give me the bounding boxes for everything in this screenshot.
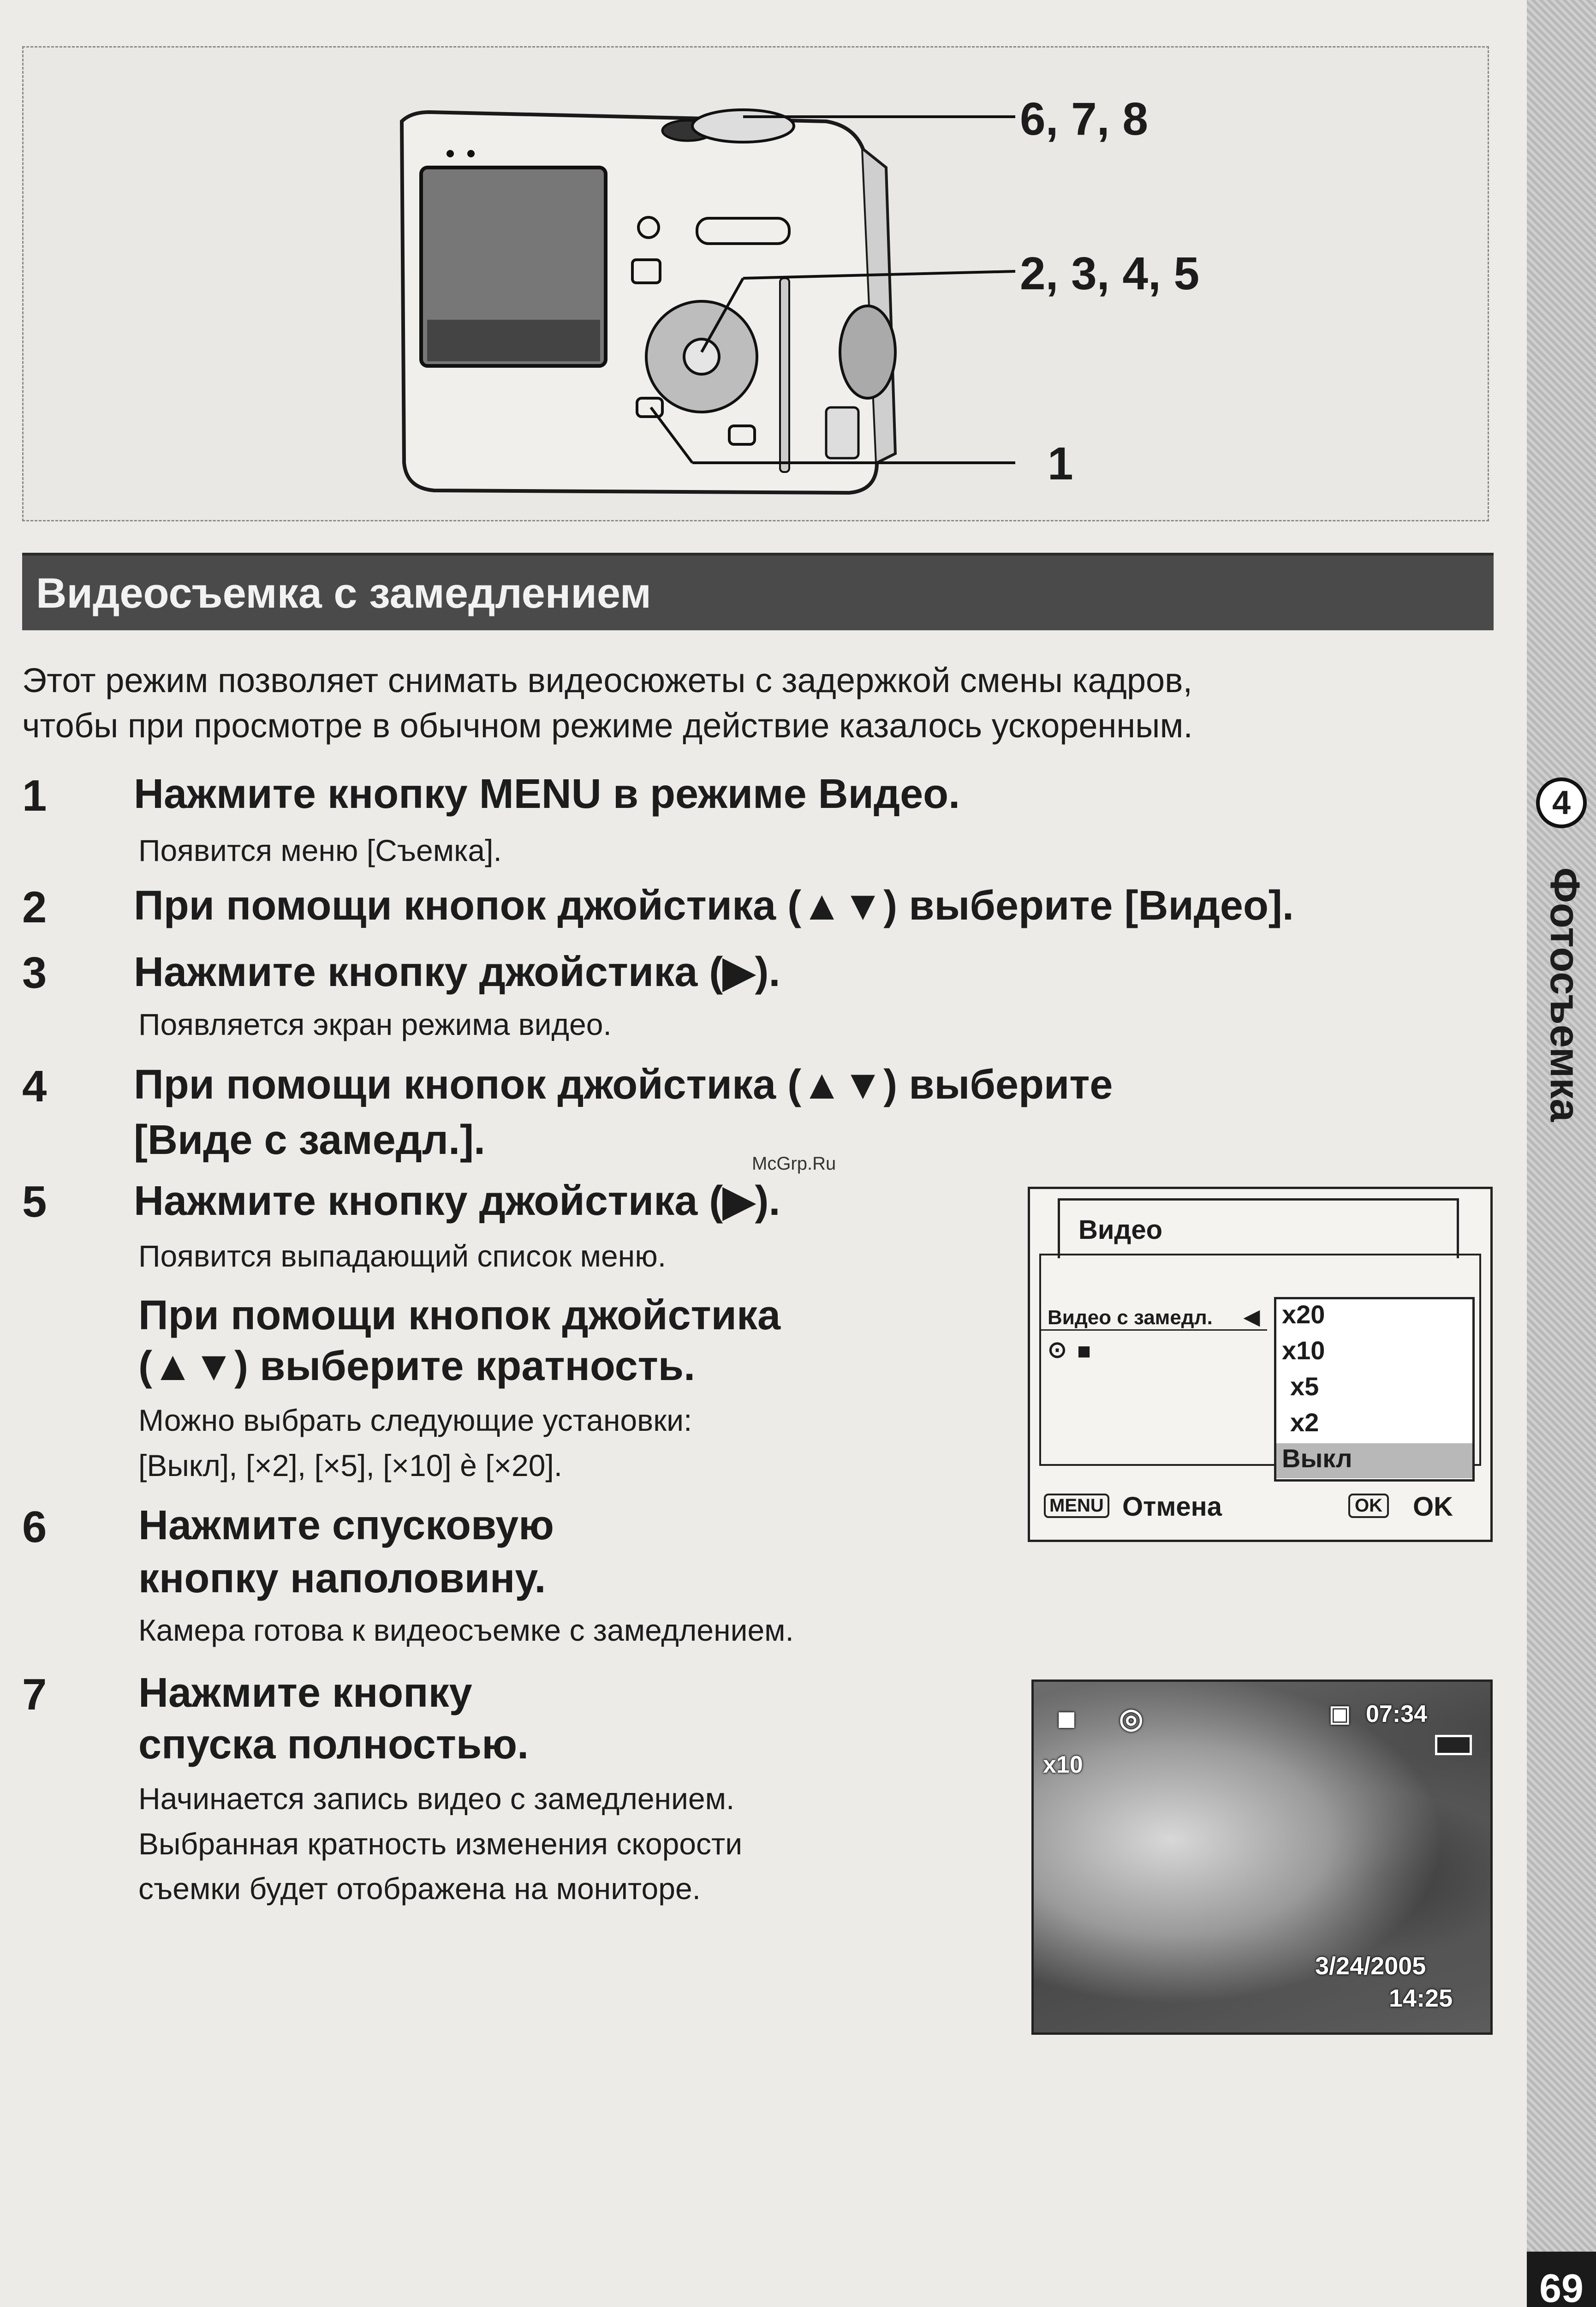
ok-label[interactable]: OK	[1413, 1492, 1453, 1522]
step-body: Появляется экран режима видео.	[138, 1007, 612, 1041]
dropdown-option[interactable]: x20	[1282, 1300, 1325, 1329]
step-number: 1	[22, 771, 47, 820]
dropdown-option[interactable]: x10	[1282, 1336, 1325, 1365]
step-heading: При помощи кнопок джойстика (▲▼) выберите [Видео].	[134, 883, 1294, 929]
section-title: Видеосъемка с замедлением	[36, 570, 651, 617]
menu-row-label: Видео с замедл.	[1048, 1306, 1213, 1329]
step-number: 7	[22, 1670, 47, 1719]
time-display: 14:25	[1389, 1984, 1453, 2012]
step-heading: При помощи кнопок джойстика (▲▼) выберите	[134, 1062, 1113, 1108]
step-heading: Нажмите кнопку MENU в режиме Видео.	[134, 771, 960, 817]
battery-icon	[1435, 1735, 1472, 1755]
step-heading: [Виде с замедл.].	[134, 1117, 486, 1163]
video-camera-icon: ■	[1057, 1701, 1077, 1737]
step-heading: (▲▼) выберите кратность.	[138, 1343, 696, 1389]
camera-illustration	[24, 48, 1490, 523]
step-heading: спуска полностью.	[138, 1721, 529, 1768]
step-body: съемки будет отображена на мониторе.	[138, 1871, 701, 1906]
speed-indicator: x10	[1043, 1751, 1083, 1778]
chapter-title: Фотосъемка	[1542, 867, 1588, 1122]
ok-key-icon: OK	[1348, 1494, 1389, 1518]
step-heading: Нажмите кнопку джойстика (▶).	[134, 949, 780, 995]
step-heading: Нажмите кнопку	[138, 1670, 472, 1716]
remaining-time: 07:34	[1366, 1701, 1427, 1727]
date-display: 3/24/2005	[1315, 1952, 1426, 1980]
step-number: 2	[22, 883, 47, 932]
menu-panel	[1039, 1254, 1481, 1473]
joystick-down-icon: ⊙	[1048, 1337, 1067, 1363]
menu-screen	[1028, 1187, 1493, 1542]
page-number: 69	[1527, 2252, 1596, 2307]
left-arrow-icon: ◀	[1244, 1306, 1260, 1328]
dropdown-option-selected[interactable]: Выкл	[1276, 1443, 1472, 1478]
cancel-label[interactable]: Отмена	[1122, 1492, 1222, 1522]
step-body: Появится меню [Съемка].	[138, 833, 502, 867]
watermark: McGrp.Ru	[752, 1154, 836, 1174]
step-body: [Выкл], [×2], [×5], [×10] è [×20].	[138, 1448, 563, 1482]
step-heading: Нажмите спусковую	[138, 1502, 554, 1548]
step-body: Можно выбрать следующие установки:	[138, 1403, 692, 1437]
camera-diagram	[22, 46, 1489, 521]
step-heading: кнопку наполовину.	[138, 1555, 546, 1602]
focus-mode-icon: ◎	[1119, 1703, 1143, 1734]
chapter-number: 4	[1536, 777, 1587, 828]
callout-label: 6, 7, 8	[1020, 93, 1148, 145]
step-number: 4	[22, 1062, 47, 1111]
step-body: Начинается запись видео с замедлением.	[138, 1781, 735, 1816]
step-number: 5	[22, 1177, 47, 1226]
intro-line: чтобы при просмотре в обычном режиме действие казалось ускоренным.	[22, 706, 1193, 745]
speed-dropdown[interactable]	[1274, 1297, 1475, 1482]
intro-line: Этот режим позволяет снимать видеосюжеты с задержкой смены кадров,	[22, 661, 1193, 699]
step-body: Камера готова к видеосъемке с замедлением.	[138, 1613, 794, 1647]
step-body: Появится выпадающий список меню.	[138, 1239, 667, 1273]
step-number: 3	[22, 948, 47, 998]
step-heading: Нажмите кнопку джойстика (▶).	[134, 1178, 780, 1224]
menu-tab-label: Видео	[1078, 1215, 1163, 1245]
dropdown-option[interactable]: x5	[1290, 1372, 1319, 1401]
menu-tab	[1058, 1198, 1459, 1258]
callout-label: 2, 3, 4, 5	[1020, 248, 1200, 299]
memory-icon: ▣	[1329, 1701, 1351, 1727]
dropdown-option[interactable]: x2	[1290, 1408, 1319, 1437]
callout-label: 1	[1048, 438, 1073, 490]
step-number: 6	[22, 1502, 47, 1552]
video-camera-icon: ■	[1077, 1338, 1091, 1364]
section-header	[22, 553, 1494, 630]
menu-key-icon: MENU	[1044, 1494, 1109, 1518]
step-body: Выбранная кратность изменения скорости	[138, 1827, 743, 1861]
step-heading: При помощи кнопок джойстика	[138, 1292, 781, 1339]
side-tab	[1527, 0, 1596, 2307]
video-screen	[1031, 1679, 1493, 2035]
